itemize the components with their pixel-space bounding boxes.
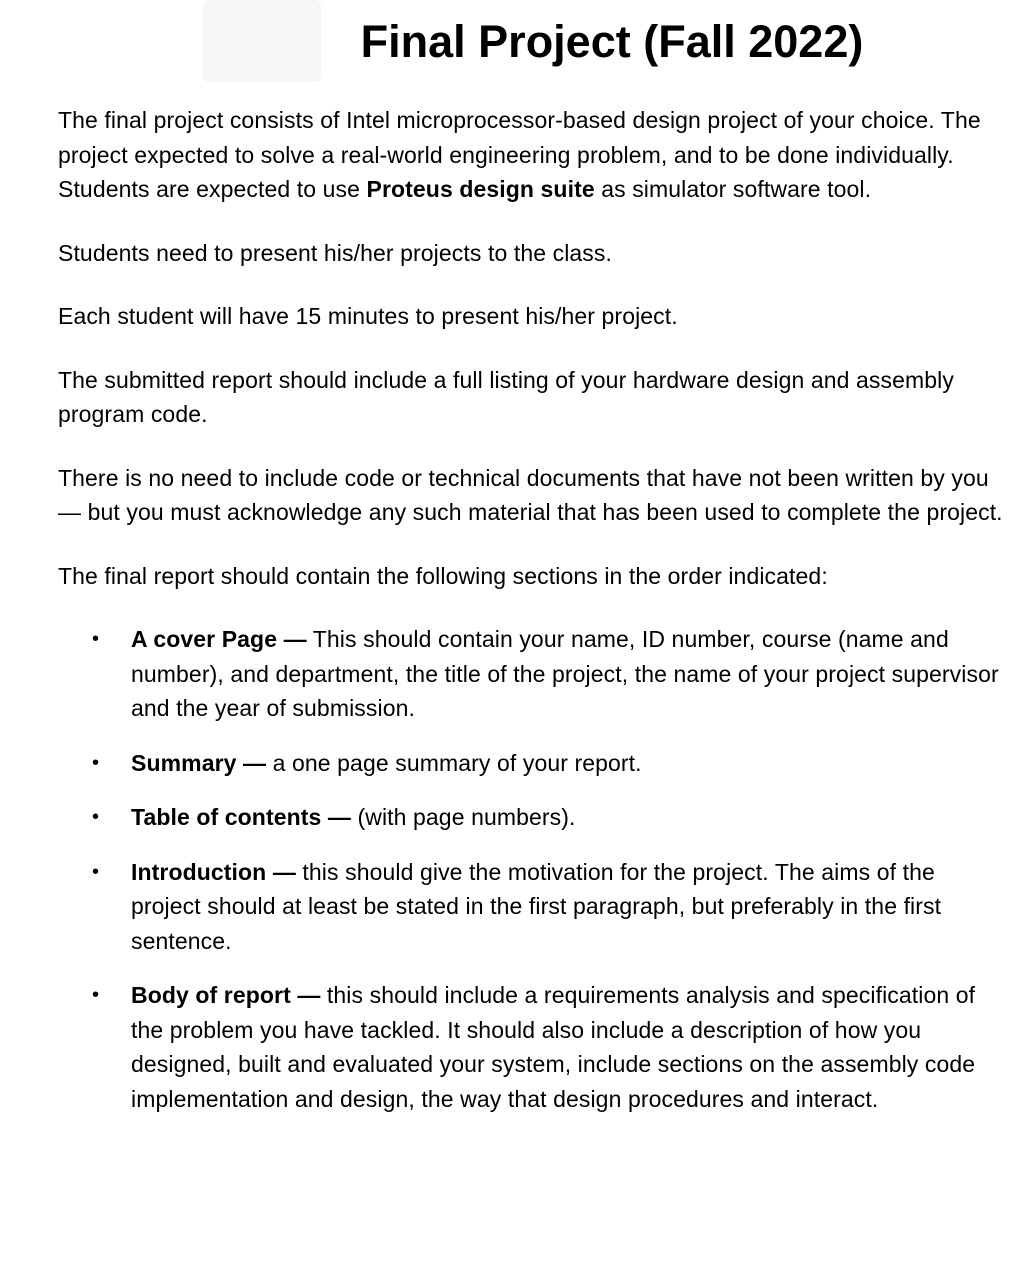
report-sections-list — [58, 622, 1008, 1116]
section-description: this should give the motivation for the project. The aims of the project should at least be stated in the first paragraph, but preferably in the first sentence. — [131, 858, 942, 954]
sections-intro-paragraph: The final report should contain the following sections in the order indicated: — [58, 562, 828, 589]
section-description: This should contain your name, ID number, course (name and number), and department, the title of the project, the name of your project supervisor and the year of submission. — [131, 626, 999, 721]
bullet-icon: • — [92, 751, 100, 774]
bullet-icon: • — [92, 806, 100, 828]
section-heading: Introduction — — [131, 858, 296, 885]
acknowledge-paragraph: There is no need to include code or technical documents that have not been written by you — but you must acknowledge any such material that has been used to complete the project. — [58, 464, 1003, 525]
bullet-icon: • — [92, 984, 100, 1006]
intro-text-start: The final project consists of Intel microprocessor-based design project of your choice. The project expected to solve a real-world engineering problem, and to be done individually. Students are expected to use — [58, 107, 981, 202]
intro-text-end: as simulator software tool. — [594, 176, 872, 202]
bullet-icon: • — [92, 628, 100, 650]
section-heading: A cover Page — — [131, 626, 307, 652]
duration-paragraph: Each student will have 15 minutes to present his/her project. — [58, 303, 678, 329]
section-item-introduction — [58, 855, 1008, 959]
document-body — [58, 103, 1008, 1136]
section-item-body-of-report — [58, 978, 1008, 1116]
section-description: (with page numbers). — [350, 804, 576, 830]
intro-paragraph — [58, 103, 1008, 207]
section-description: a one page summary of your report. — [266, 749, 642, 776]
page-title: Final Project (Fall 2022) — [360, 16, 864, 67]
report-listing-paragraph: The submitted report should include a full listing of your hardware design and assembly program code. — [58, 366, 954, 427]
section-heading: Table of contents — — [131, 804, 351, 830]
section-heading: Body of report — — [131, 982, 321, 1008]
present-paragraph: Students need to present his/her projects to the class. — [58, 239, 612, 266]
section-heading: Summary — — [131, 749, 267, 776]
section-item-summary — [58, 746, 1008, 781]
section-description: this should include a requirements analysis and specification of the problem you have tackled. It should also include a description of how you designed, built and evaluated your system, include sections on the assembly code implementation and design, the way that design procedures and interact. — [131, 982, 976, 1112]
section-item-cover-page — [58, 622, 1008, 726]
bullet-icon: • — [92, 860, 100, 883]
intro-emphasis: Proteus design suite — [366, 176, 595, 202]
section-item-table-of-contents — [58, 800, 1008, 835]
